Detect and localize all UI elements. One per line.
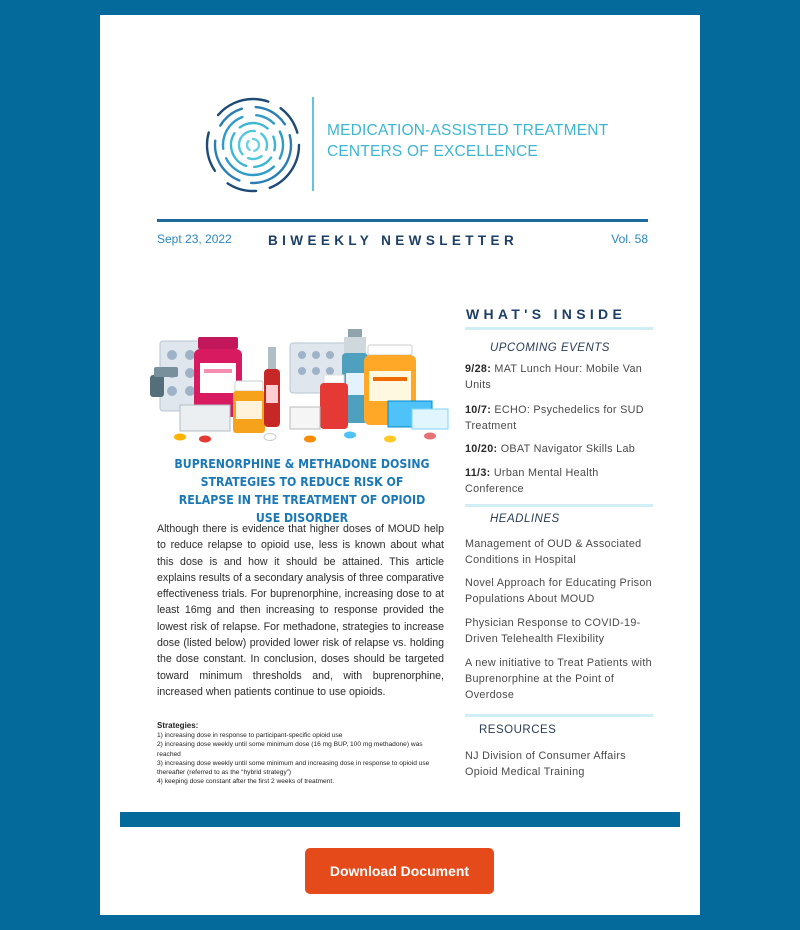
header-rule (157, 219, 648, 222)
resource-link[interactable]: NJ Division of Consumer Affairs (465, 750, 626, 762)
strategies-heading: Strategies: (157, 721, 199, 730)
event-text: OBAT Navigator Skills Lab (500, 443, 636, 455)
event-date: 9/28: (465, 363, 492, 375)
volume-number: Vol. 58 (611, 232, 648, 246)
strategies-list (157, 721, 447, 787)
event-text: MAT Lunch Hour: Mobile Van Units (465, 363, 643, 391)
logo-divider (312, 97, 314, 191)
article-body: Although there is evidence that higher doses of MOUD help to reduce relapse to opioid use, less is known about what this dose is and how it should be attained. This article explains results of a secondary analysis of three comparative effectiveness trials. For buprenorphine, increasing dose to at least 16mg and then increasing to response provided the lowest risk of relapse. For methadone, strategies to increase dose (listed below) provided lower risk of relapse vs. holding the dose constant. In conclusion, doses should be targeted toward minimum thresholds and, with buprenorphine, increased when patients continue to use opioids. (157, 523, 444, 698)
org-name-line2: CENTERS OF EXCELLENCE (327, 143, 538, 160)
sidebar-rule (465, 714, 653, 717)
footer-bar (120, 812, 680, 827)
event-date: 10/7: (465, 404, 492, 416)
medications-illustration-icon (150, 323, 450, 445)
org-name (327, 120, 608, 162)
strategy-item: 2) increasing dose weekly until some minimum dose (16 mg BUP, 100 mg methadone) was reached (157, 741, 423, 758)
resources-heading: RESOURCES (479, 724, 557, 736)
headline-link[interactable]: A new initiative to Treat Patients with Buprenorphine at the Point of Overdose (465, 657, 652, 701)
event-date: 10/20: (465, 443, 498, 455)
resource-link[interactable]: Opioid Medical Training (465, 766, 585, 778)
headline-link[interactable]: Physician Response to COVID-19-Driven Telehealth Flexibility (465, 617, 641, 645)
strategy-item: 1) increasing dose in response to participant-specific opioid use (157, 732, 343, 739)
newsletter-page (100, 15, 700, 915)
strategy-item: 4) keeping dose constant after the first 2 weeks of treatment. (157, 778, 335, 786)
headline-link[interactable]: Novel Approach for Educating Prison Populations About MOUD (465, 577, 652, 605)
event-item[interactable] (465, 402, 655, 434)
strategy-item: 3) increasing dose weekly until some minimum and increasing dose in response to opioid use thereafter (referred to as the “hybrid strategy”) (157, 759, 430, 777)
event-date: 11/3: (465, 467, 491, 479)
upcoming-events-heading: UPCOMING EVENTS (490, 342, 610, 354)
event-text: ECHO: Psychedelics for SUD Treatment (465, 404, 644, 432)
headline-link[interactable]: Management of OUD & Associated Conditions in Hospital (465, 538, 642, 566)
sidebar-rule (465, 327, 653, 330)
issue-date: Sept 23, 2022 (157, 232, 232, 246)
article-title: BUPRENORPHINE & METHADONE DOSING STRATEGIES TO REDUCE RISK OF RELAPSE IN THE TREATMENT OF OPIOID USE DISORDER (174, 456, 430, 525)
sidebar-rule (465, 504, 653, 507)
mat-logo-icon (203, 95, 303, 195)
newsletter-title: BIWEEKLY NEWSLETTER (268, 233, 519, 248)
download-document-button[interactable]: Download Document (305, 848, 494, 894)
event-item[interactable] (465, 441, 655, 457)
whats-inside-heading: WHAT'S INSIDE (466, 306, 627, 322)
headlines-heading: HEADLINES (490, 513, 560, 525)
event-item[interactable] (465, 361, 655, 393)
event-text: Urban Mental Health Conference (465, 467, 599, 495)
org-name-line1: MEDICATION-ASSISTED TREATMENT (327, 122, 609, 139)
event-item[interactable] (465, 465, 655, 497)
